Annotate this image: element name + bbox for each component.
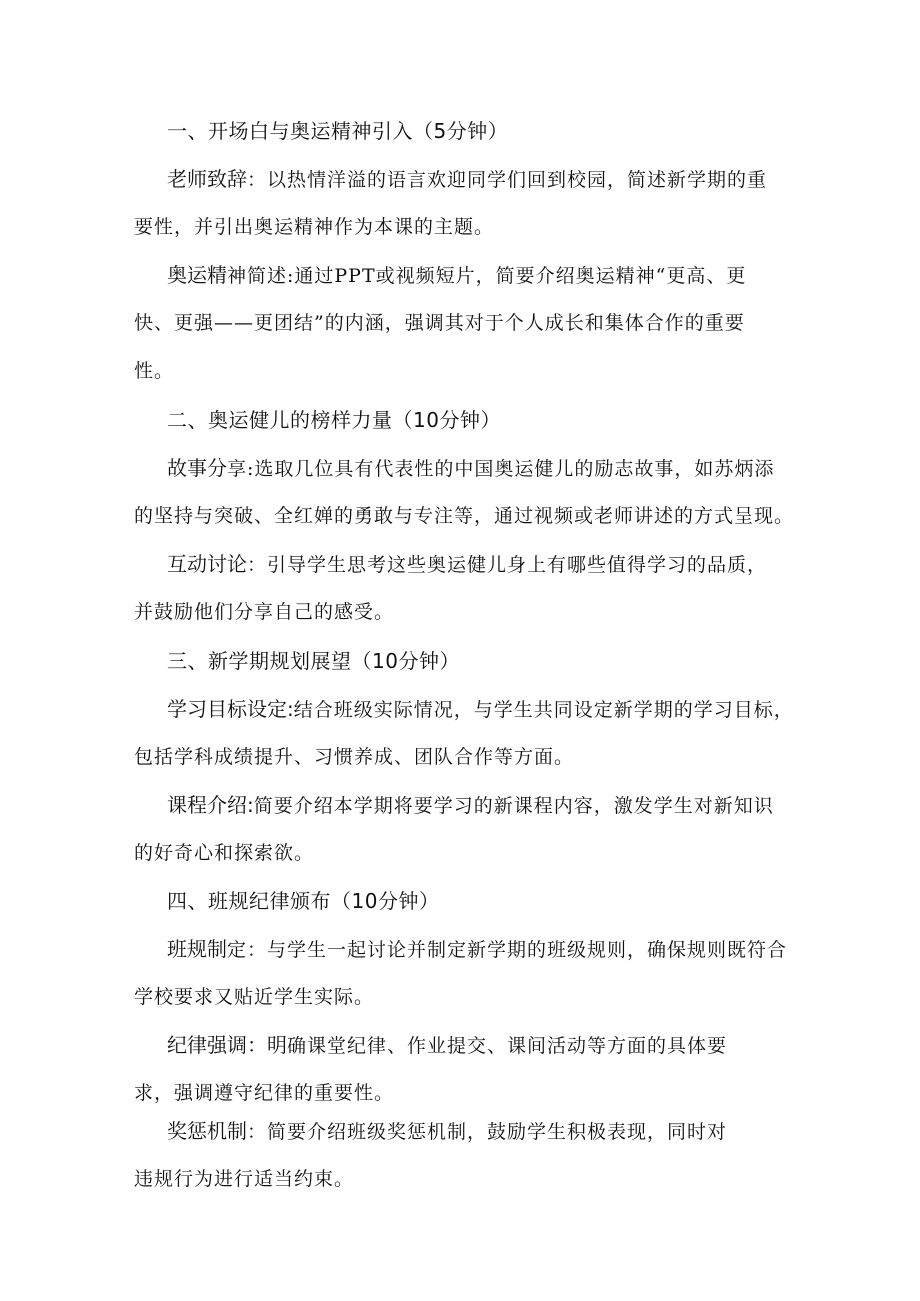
paragraph-line: 包括学科成绩提升、习惯养成、团队合作等方面。 (134, 746, 575, 768)
item-text: 神简述:通过PPT或视频短片，简要介绍奥运精神“更高、更 (227, 265, 747, 287)
paragraph-line: 学校要求又贴近学生实际。 (134, 986, 375, 1008)
paragraph-line (167, 454, 774, 483)
paragraph-line (167, 550, 767, 579)
paragraph-line: 的坚持与突破、全红婵的勇敢与专注等，通过视频或老师讲述的方式呈现。 (134, 505, 795, 527)
item-label: 奥运精 (167, 263, 227, 287)
item-label: 纪律强调：明 (167, 1033, 287, 1057)
item-text: ：以热情洋溢的语言欢迎同学们回到校园，简述新学期的重 (247, 169, 768, 191)
item-text: ：引导学生思考这些奥运健儿身上有哪些值得学习的品质， (247, 554, 768, 576)
item-text: 享:选取几位具有代表性的中国奥运健儿的励志故事，如苏炳添 (227, 458, 775, 480)
paragraph-line: 的好奇心和探索欲。 (134, 842, 315, 864)
paragraph-line (167, 1117, 727, 1146)
paragraph-line (167, 261, 746, 290)
item-label: 学习目标设定: (167, 697, 294, 721)
item-text: 确课堂纪律、作业提交、课间活动等方面的具体要 (287, 1035, 728, 1057)
paragraph-line: 求，强调遵守纪律的重要性。 (134, 1082, 395, 1104)
item-label: 互动讨论 (167, 552, 247, 576)
section-heading: 三、新学期规划展望（10分钟） (167, 649, 460, 673)
item-text: 简要介绍本学期将要学习的新课程内容，激发学生对新知识 (253, 795, 774, 817)
paragraph-line: 快、更强——更团结”的内涵，强调其对于个人成长和集体合作的重要 (134, 312, 745, 334)
item-text: 结合班级实际情况，与学生共同设定新学期的学习目标， (293, 699, 794, 721)
section-heading: 四、班规纪律颁布（10分钟） (167, 889, 440, 913)
paragraph-line (167, 165, 767, 194)
section-heading: 一、开场白与奥运精神引入（5分钟） (167, 119, 509, 143)
item-text: ：简要介绍班级奖惩机制，鼓励学生积极表现，同时对 (247, 1121, 728, 1143)
item-label: 老师致辞 (167, 167, 247, 191)
item-label: 课程介绍: (167, 793, 254, 817)
paragraph-line (167, 695, 794, 724)
item-label: 奖惩机制 (167, 1119, 247, 1143)
item-text: 定：与学生一起讨论并制定新学期的班级规则，确保规则既符合 (227, 939, 788, 961)
paragraph-line (167, 791, 774, 820)
paragraph-line (167, 1031, 727, 1060)
paragraph-line (167, 935, 787, 964)
item-label: 班规制 (167, 937, 227, 961)
section-heading: 二、奥运健儿的榜样力量（10分钟） (167, 408, 501, 432)
paragraph-line: 要性，并引出奥运精神作为本课的主题。 (134, 216, 495, 238)
paragraph-line: 性。 (134, 360, 175, 382)
item-label: 故事分 (167, 456, 227, 480)
paragraph-line: 违规行为进行适当约束。 (134, 1168, 355, 1190)
paragraph-line: 并鼓励他们分享自己的感受。 (134, 601, 395, 623)
